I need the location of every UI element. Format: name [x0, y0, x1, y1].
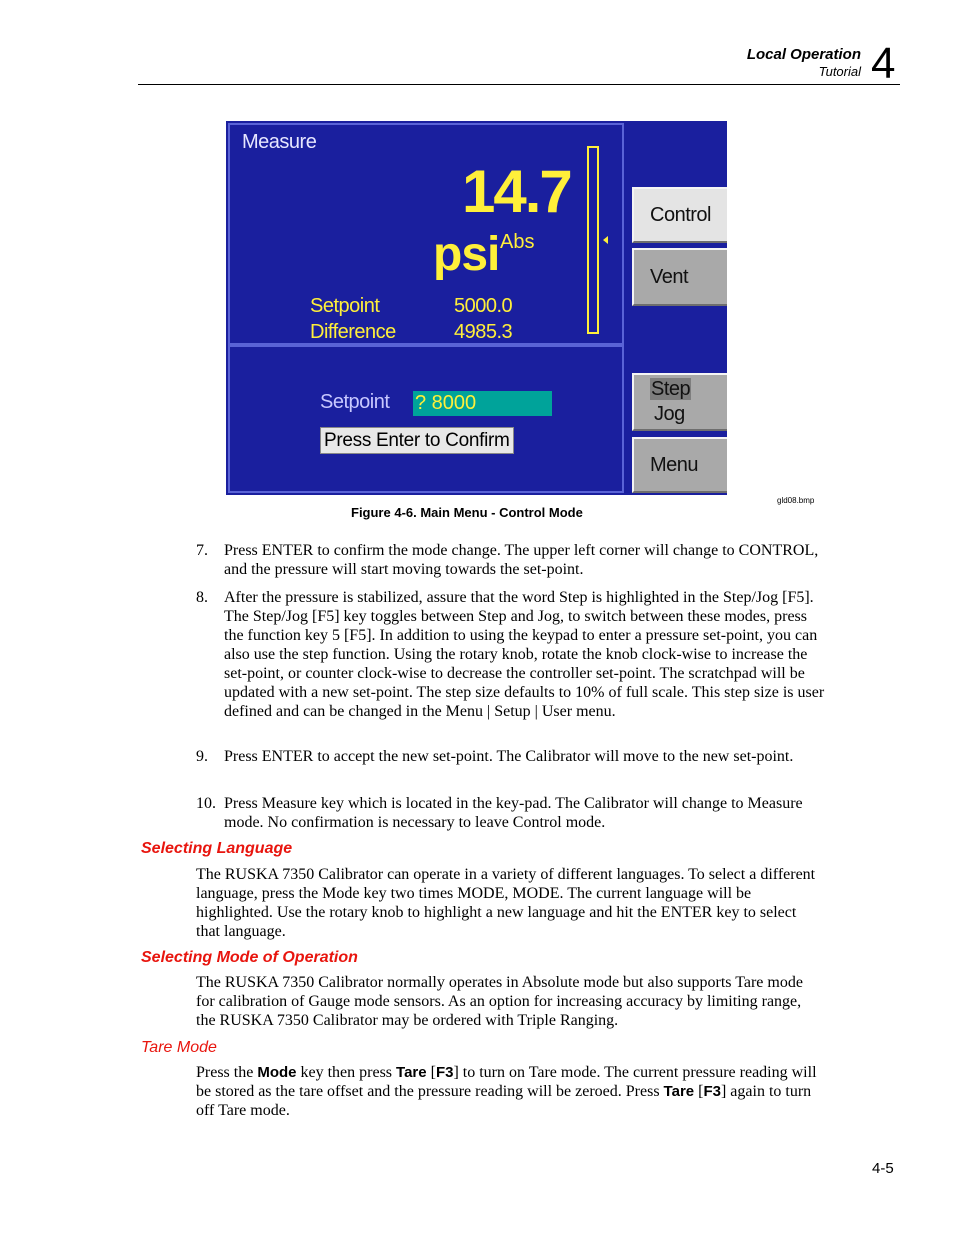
confirm-prompt: Press Enter to Confirm — [320, 427, 514, 454]
step-number: 9. — [196, 748, 208, 765]
step-jog-button[interactable] — [632, 373, 727, 431]
page-number: 4-5 — [872, 1160, 894, 1177]
menu-button-label: Menu — [650, 454, 699, 476]
difference-label: Difference — [310, 321, 396, 343]
difference-value: 4985.3 — [454, 321, 513, 343]
header-subtitle: Tutorial — [818, 64, 861, 79]
list-item — [196, 747, 826, 766]
setpoint-value: 5000.0 — [454, 295, 513, 317]
section-heading-language: Selecting Language — [141, 840, 293, 857]
pressure-reading: 14.7 — [462, 158, 571, 225]
section-text-language: The RUSKA 7350 Calibrator can operate in a variety of different languages. To select a different language, press the Mode key two times MODE, MODE. The current language will be highlighted. Use the rotary knob to highlight a new language and hit the ENTER key to select that language. — [196, 866, 816, 940]
step-number: 10. — [196, 795, 216, 812]
header-rule — [138, 84, 900, 85]
section-text-tare — [196, 1063, 821, 1120]
tare-text: [ — [426, 1064, 436, 1081]
step-label: Step — [651, 378, 691, 400]
step-text: Press ENTER to confirm the mode change. The upper left corner will change to CONTROL, and the pressure will start moving towards the set-point. — [224, 542, 819, 578]
mode-key: Mode — [257, 1064, 297, 1081]
tare-text: ] to turn on Tare mode. The current pressure reading will be stored as the tare offset and the pressure reading will be zeroed. Press — [196, 1064, 817, 1100]
f3-key: F3 — [703, 1083, 721, 1100]
step-text: Press Measure key which is located in the key-pad. The Calibrator will change to Measure mode. No confirmation is necessary to leave Control mode. — [224, 795, 803, 831]
f3-key: F3 — [435, 1064, 454, 1081]
header-title: Local Operation — [746, 46, 861, 63]
list-item — [196, 794, 826, 832]
pressure-unit: psi — [433, 228, 500, 281]
tare-text: ] again to turn off Tare mode. — [196, 1083, 812, 1119]
section-heading-tare: Tare Mode — [141, 1039, 217, 1056]
vent-button-label: Vent — [650, 266, 689, 288]
control-button[interactable] — [632, 187, 727, 243]
jog-label: Jog — [654, 403, 685, 425]
list-item — [196, 541, 826, 579]
measurement-panel — [228, 123, 624, 345]
tare-key: Tare — [396, 1064, 427, 1081]
tare-text: Press the — [196, 1064, 258, 1081]
tare-text: [ — [694, 1083, 704, 1100]
calibrator-screen — [226, 121, 727, 495]
scratchpad-panel — [228, 345, 624, 493]
unit-suffix: Abs — [500, 231, 535, 253]
vent-button[interactable] — [632, 248, 727, 306]
section-heading-mode: Selecting Mode of Operation — [141, 949, 358, 966]
mode-indicator: Measure — [242, 131, 317, 153]
pressure-bar-graph — [587, 146, 599, 334]
figure-caption: Figure 4-6. Main Menu - Control Mode — [351, 505, 583, 520]
list-item — [196, 588, 826, 721]
tare-text: key then press — [296, 1064, 397, 1081]
scratchpad-input[interactable]: ? 8000 — [413, 391, 552, 416]
control-button-label: Control — [650, 204, 711, 226]
running-header — [747, 46, 861, 80]
bar-pointer-icon — [603, 236, 608, 244]
scratchpad-label: Setpoint — [320, 391, 390, 413]
step-text: After the pressure is stabilized, assure that the word Step is highlighted in the Step/Jog [F5]. The Step/Jog [F5] key toggles between Step and Jog, to switch between these modes, press the function key 5 [F5]. In addition to using the keypad to enter a pressure set-point, you can also use the step function. Using the rotary knob, rotate the knob clock-wise to increase the set-point, or counter clock-wise to decrease the controller set-point. The scratchpad will be updated with a new set-point. The step size defaults to 10% of full scale. This step size is user defined and can be changed in the Menu | Setup | User menu. — [224, 589, 825, 720]
step-number: 8. — [196, 589, 208, 606]
step-number: 7. — [196, 542, 208, 559]
step-text: Press ENTER to accept the new set-point. The Calibrator will move to the new set-point. — [224, 748, 794, 765]
chapter-number: 4 — [871, 39, 896, 88]
section-text-mode: The RUSKA 7350 Calibrator normally operates in Absolute mode but also supports Tare mode for calibration of Gauge mode sensors. As an option for increasing accuracy by limiting range, the RUSKA 7350 Calibrator may be ordered with Triple Ranging. — [196, 974, 803, 1029]
menu-button[interactable] — [632, 437, 727, 493]
setpoint-label: Setpoint — [310, 295, 380, 317]
tare-key: Tare — [663, 1083, 695, 1100]
figure-filename: gld08.bmp — [777, 496, 815, 505]
